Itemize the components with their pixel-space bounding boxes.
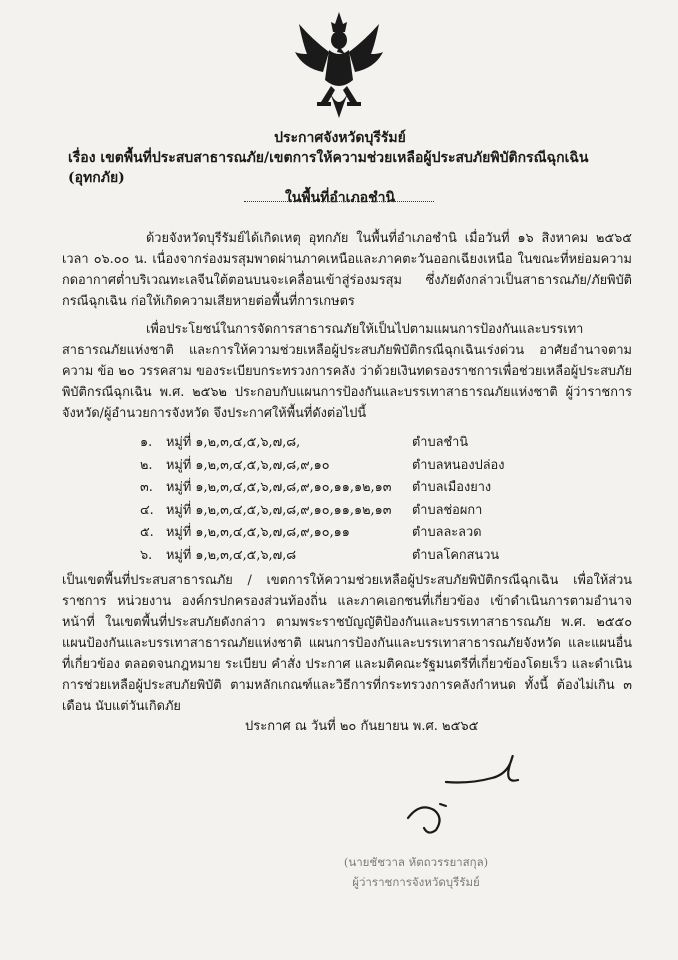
area-number: ๒. <box>140 457 153 473</box>
affected-area-list <box>140 432 580 567</box>
area-tambon: ตำบลเมืองยาง <box>412 480 492 495</box>
area-villages: หมู่ที่ ๑,๒,๓,๔,๕,๖,๗,๘, <box>166 435 301 450</box>
area-number: ๑. <box>140 435 153 450</box>
area-number: ๖. <box>140 547 153 563</box>
garuda-emblem-icon <box>293 10 385 120</box>
announcement-title: ประกาศจังหวัดบุรีรัมย์ <box>274 130 406 146</box>
area-villages: หมู่ที่ ๑,๒,๓,๔,๕,๖,๗,๘,๙,๑๐,๑๑,๑๒,๑๓ <box>166 502 392 518</box>
announcement-date: ประกาศ ณ วันที่ ๒๐ กันยายน พ.ศ. ๒๕๖๕ <box>245 719 479 734</box>
announcement-area: ในพื้นที่อำเภอชำนิ <box>284 190 396 206</box>
list-item <box>140 455 580 478</box>
area-villages: หมู่ที่ ๑,๒,๓,๔,๕,๖,๗,๘,๙,๑๐ <box>166 457 330 473</box>
list-item <box>140 522 580 545</box>
area-number: ๓. <box>140 480 153 495</box>
header-divider <box>244 201 434 202</box>
area-villages: หมู่ที่ ๑,๒,๓,๔,๕,๖,๗,๘ <box>166 547 297 563</box>
signer-block <box>326 852 506 892</box>
area-villages: หมู่ที่ ๑,๒,๓,๔,๕,๖,๗,๘,๙,๑๐,๑๑,๑๒,๑๓ <box>166 480 392 495</box>
area-tambon: ตำบลชำนิ <box>412 435 469 450</box>
announcement-header <box>40 128 640 208</box>
area-tambon: ตำบลช่อผกา <box>412 502 483 518</box>
paragraph-3: เป็นเขตพื้นที่ประสบสาธารณภัย / เขตการให้ความช่วยเหลือผู้ประสบภัยพิบัติกรณีฉุกเฉิน เพื่อให้ส่วนราชการ หน่วยงาน องค์กรปกครองส่วนท้องถิ่น และภาคเอกชนที่เกี่ยวข้อง เข้าดำเนินการตามอำนาจหน้าที่ ในเขตพื้นที่ประสบภัยดังกล่าว ตามพระราชบัญญัติป้องกันและบรรเทาสาธารณภัย พ.ศ. ๒๕๕๐ แผนป้องกันและบรรเทาสาธารณภัยแห่งชาติ แผนการป้องกันและบรรเทาสาธารณภัยจังหวัด และแผนอื่นที่เกี่ยวข้อง ตลอดจนกฎหมาย ระเบียบ คำสั่ง ประกาศ และมติคณะรัฐมนตรีที่เกี่ยวข้องโดยเร็ว และดำเนินการช่วยเหลือผู้ประสบภัยพิบัติ ตามหลักเกณฑ์และวิธีการที่กระทรวงการคลังกำหนด ทั้งนี้ ต้องไม่เกิน ๓ เดือน นับแต่วันเกิดภัย <box>62 573 632 714</box>
signer-name: (นายชัชวาล หัตถวรรยาสกุล) <box>343 855 489 869</box>
list-item <box>140 432 580 455</box>
announcement-subject: เรื่อง เขตพื้นที่ประสบสาธารณภัย/เขตการให้ความช่วยเหลือผู้ประสบภัยพิบัติกรณีฉุกเฉิน (อุทกภัย) <box>68 150 589 186</box>
list-item <box>140 500 580 523</box>
area-tambon: ตำบลละลวด <box>412 525 482 540</box>
paragraph-1: ด้วยจังหวัดบุรีรัมย์ได้เกิดเหตุ อุทกภัย ในพื้นที่อำเภอชำนิ เมื่อวันที่ ๑๖ สิงหาคม ๒๕๖๕ เวลา ๐๖.๐๐ น. เนื่องจากร่องมรสุมพาดผ่านภาคเหนือและภาคตะวันออกเฉียงเหนือ ในขณะที่หย่อมความกดอากาศต่ำบริเวณทะเลจีนใต้ตอนบนจะเคลื่อนเข้าสู่ร่องมรสุม ซึ่งภัยดังกล่าวเป็นสาธารณภัย/ภัยพิบัติกรณีฉุกเฉิน ก่อให้เกิดความเสียหายต่อพื้นที่การเกษตร <box>62 231 632 309</box>
list-item <box>140 477 580 500</box>
signer-position: ผู้ว่าราชการจังหวัดบุรีรัมย์ <box>352 875 480 889</box>
paragraph-2: เพื่อประโยชน์ในการจัดการสาธารณภัยให้เป็นไปตามแผนการป้องกันและบรรเทาสาธารณภัยแห่งชาติ และการให้ความช่วยเหลือผู้ประสบภัยพิบัติกรณีฉุกเฉินเร่งด่วน อาศัยอำนาจตามความ ข้อ ๒๐ วรรคสาม ของระเบียบกระทรวงการคลัง ว่าด้วยเงินทดรองราชการเพื่อช่วยเหลือผู้ประสบภัยพิบัติกรณีฉุกเฉิน พ.ศ. ๒๕๖๒ ประกอบกับแผนการป้องกันและบรรเทาสาธารณภัยแห่งชาติ ผู้ว่าราชการจังหวัด/ผู้อำนวยการจังหวัด จึงประกาศให้พื้นที่ดังต่อไปนี้ <box>62 322 632 421</box>
area-tambon: ตำบลโคกสนวน <box>412 547 500 563</box>
area-villages: หมู่ที่ ๑,๒,๓,๔,๕,๖,๗,๘,๙,๑๐,๑๑ <box>166 525 350 540</box>
handwritten-signature <box>400 744 540 844</box>
area-tambon: ตำบลหนองปล่อง <box>412 457 505 473</box>
area-number: ๕. <box>140 525 154 540</box>
list-item <box>140 545 580 568</box>
area-number: ๔. <box>140 502 154 518</box>
